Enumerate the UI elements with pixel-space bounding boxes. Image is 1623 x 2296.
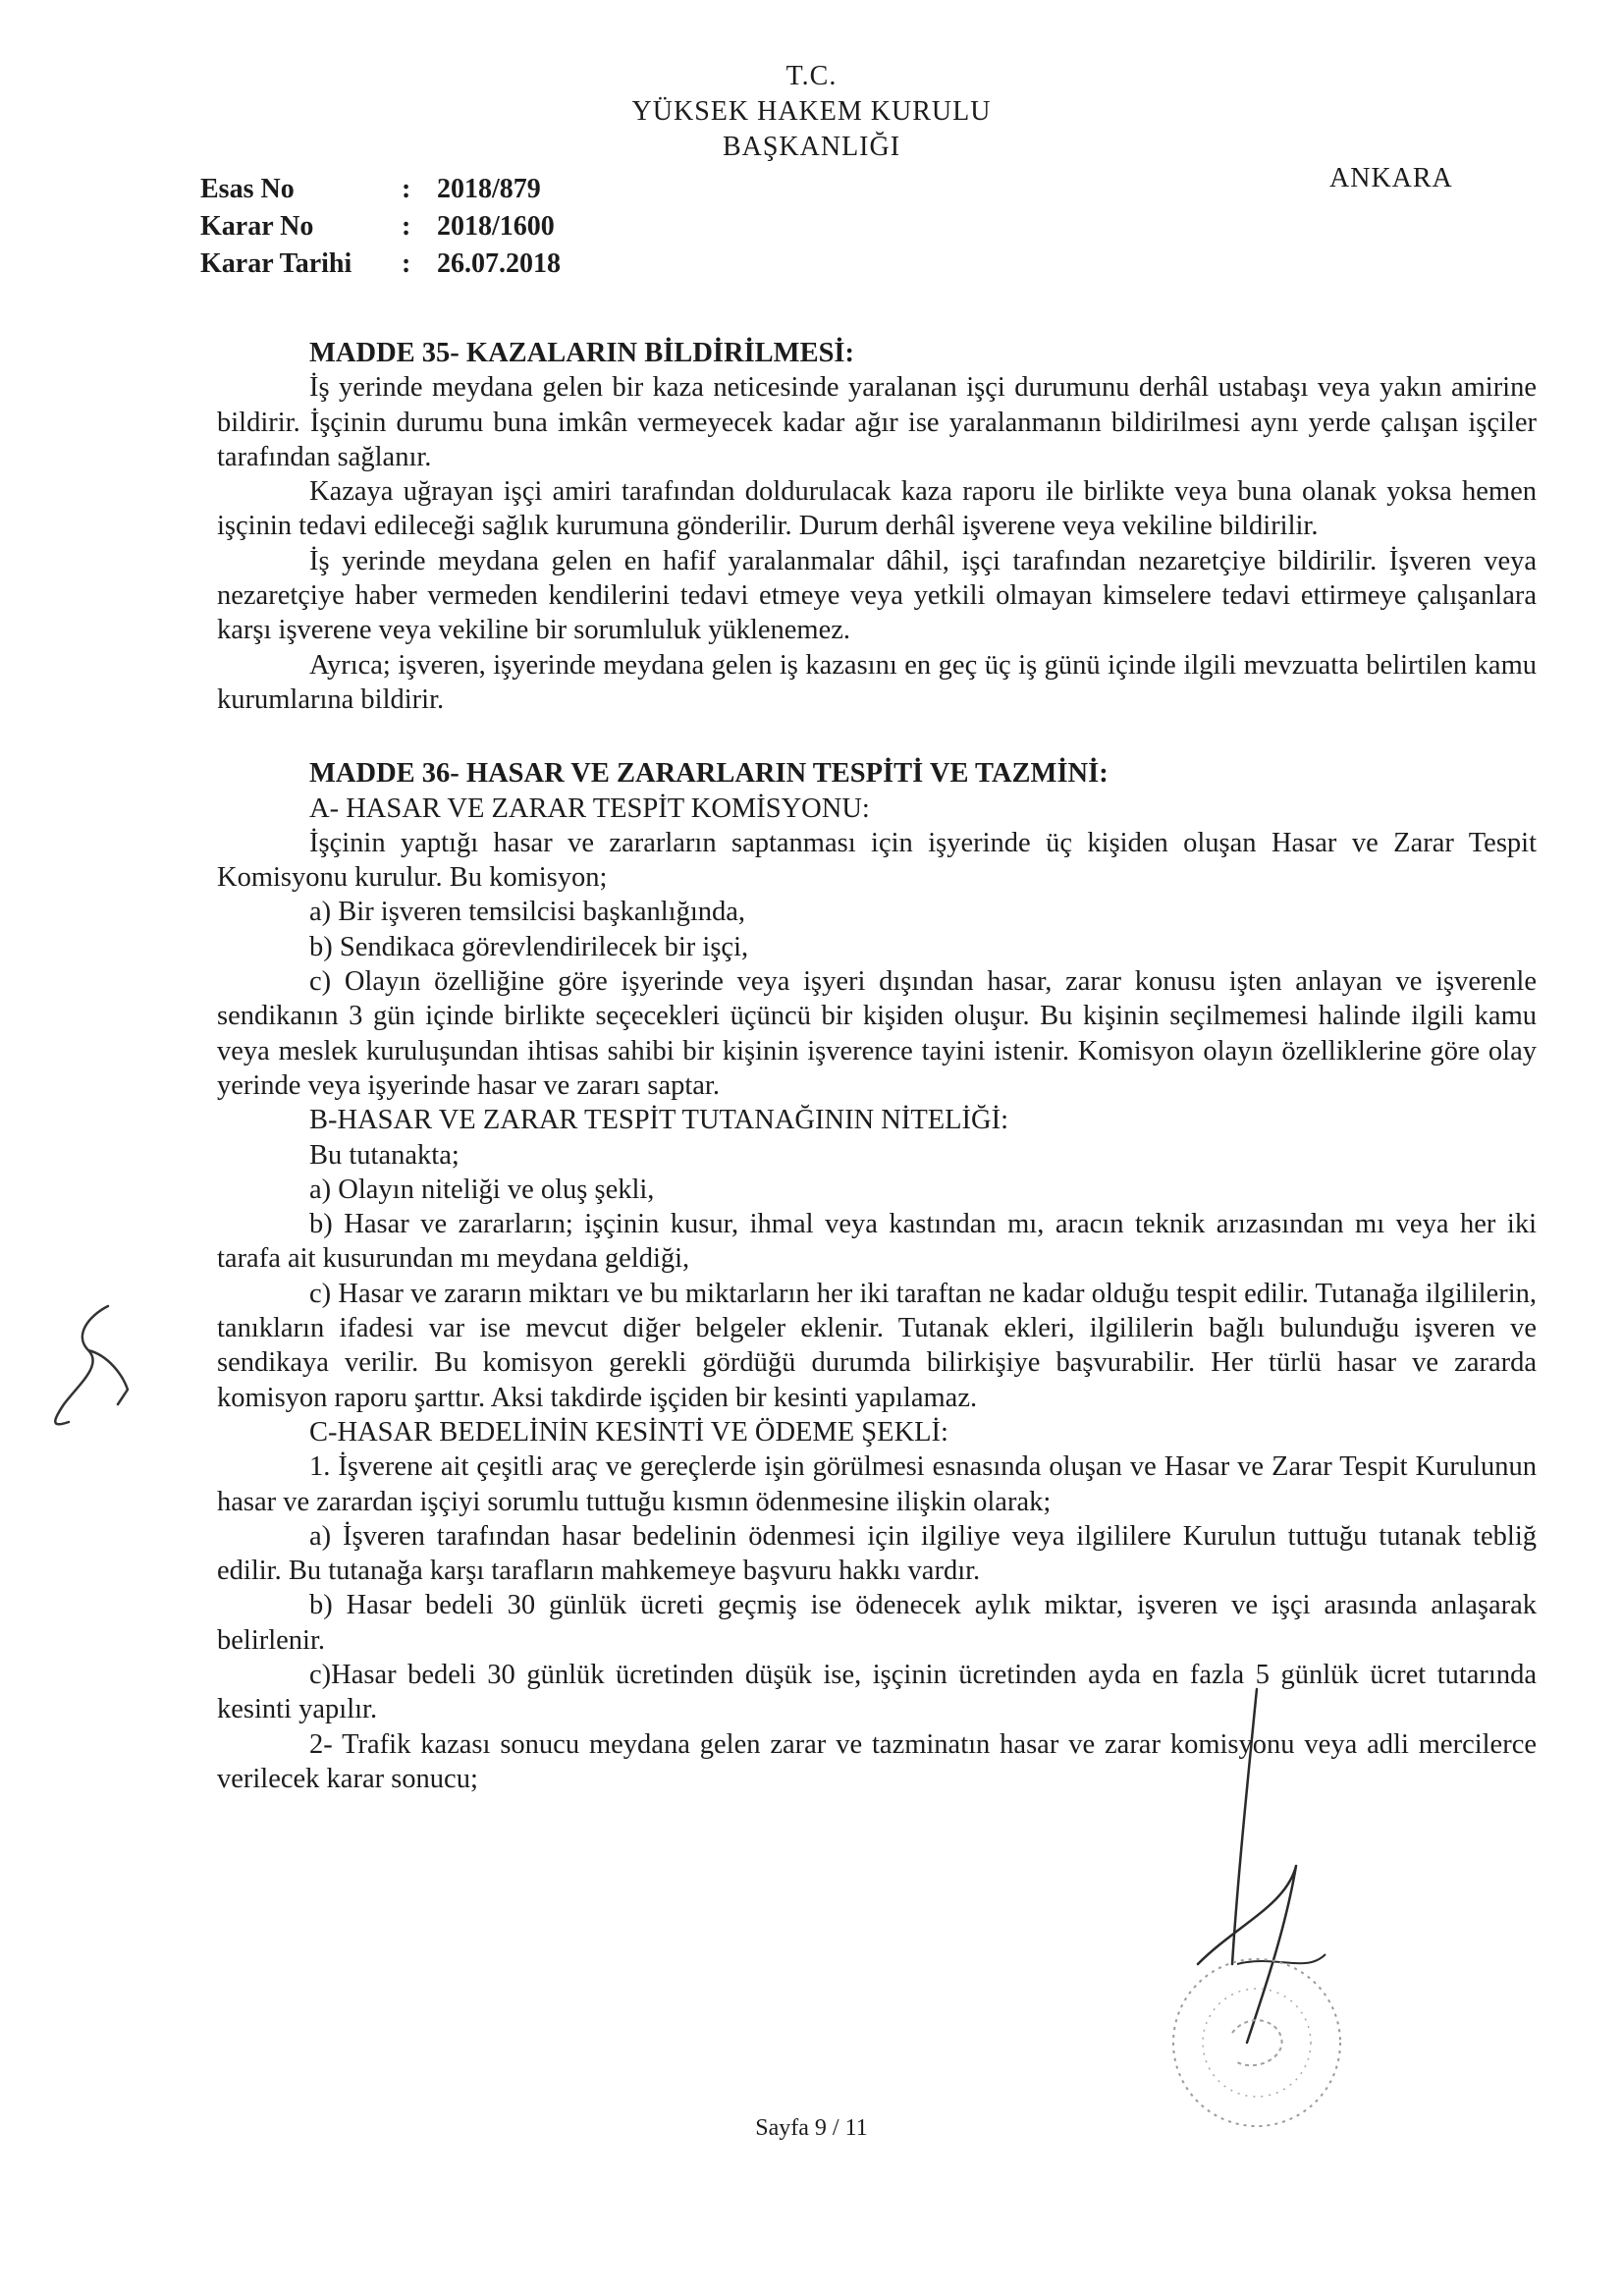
karar-value: 2018/1600 [437,211,555,242]
list-item: b) Sendikaca görevlendirilecek bir işçi, [309,931,749,962]
list-item: 1. İşverene ait çeşitli araç ve gereçlerde işin görülmesi esnasında oluşan ve Hasar ve Zarar Tespit Kurulunun hasar ve zarardan işçiyi sorumlu tuttuğu kısmın ödenmesine ilişkin olarak; [217,1451,1537,1517]
list-item: a) İşveren tarafından hasar bedelinin ödenmesi için ilgiliye veya ilgililere Kurulun tuttuğu tutanak tebliğ edilir. Bu tutanağa karşı tarafların mahkemeye başvuru hakkı vardır. [217,1520,1537,1587]
tarih-row [200,246,561,283]
page-number: Sayfa 9 / 11 [755,2115,868,2141]
paragraph: İş yerinde meydana gelen bir kaza neticesinde yaralanan işçi durumunu derhâl ustabaşı veya yakın amirine bildirir. İşçinin durumu buna imkân vermeyecek kadar ağır ise yaralanmanın bildirilmesi aynı yerde çalışan işçiler tarafından sağlanır. [217,372,1537,472]
paragraph: Bu tutanakta; [309,1139,460,1171]
separator: : [402,174,411,204]
handwritten-initial [39,1296,147,1434]
esas-row [200,171,561,208]
paragraph: İşçinin yaptığı hasar ve zararların saptanması için işyerinde üç kişiden oluşan Hasar ve Zarar Tespit Komisyonu kurulur. Bu komisyon; [217,827,1537,894]
section-a-title: A- HASAR VE ZARAR TESPİT KOMİSYONU: [309,793,870,824]
list-item: c)Hasar bedeli 30 günlük ücretinden düşük ise, işçinin ücretinden ayda en fazla 5 günlük ücret tutarında kesinti yapılır. [217,1659,1537,1725]
section-b-title: B-HASAR VE ZARAR TESPİT TUTANAĞININ NİTELİĞİ: [309,1105,1009,1136]
city-label: ANKARA [1329,163,1453,193]
karar-label: Karar No [200,211,314,242]
document-body [217,336,1537,1796]
header-office: BAŞKANLIĞI [722,132,901,162]
section-c-title: C-HASAR BEDELİNİN KESİNTİ VE ÖDEME ŞEKLİ: [309,1416,948,1448]
document-header [0,59,1623,165]
karar-row [200,208,561,246]
header-tc: T.C. [785,61,838,91]
esas-value: 2018/879 [437,174,541,204]
paragraph: İş yerinde meydana gelen en hafif yaralanmalar dâhil, işçi tarafından nezaretçiye bildirilir. İşveren veya nezaretçiye haber vermeden kendilerini tedavi etmeye veya yetkili olmayan kimselere tedavi ettirmeye çalışanlara karşı işverene veya vekiline bir sorumluluk yüklenemez. [217,545,1537,646]
separator: : [402,211,411,242]
list-item: b) Hasar bedeli 30 günlük ücreti geçmiş ise ödenecek aylık miktar, işveren ve işçi arasında anlaşarak belirlenir. [217,1590,1537,1656]
list-item: c) Olayın özelliğine göre işyerinde veya işyeri dışından hasar, zarar konusu işten anlayan ve işverenle sendikanın 3 gün içinde birlikte seçecekleri üçüncü bir kişiden oluşur. Bu kişinin seçilmemesi halinde ilgili kamu veya meslek kuruluşundan ihtisas sahibi bir kişinin işverence tayini istenir. Komisyon olayın özelliklerine göre olay yerinde veya işyerinde hasar ve zararı saptar. [217,966,1537,1101]
list-item: a) Olayın niteliği ve oluş şekli, [309,1174,655,1205]
list-item: b) Hasar ve zararların; işçinin kusur, ihmal veya kastından mı, aracın teknik arızasından mı veya her iki tarafa ait kusurundan mı meydana geldiği, [217,1209,1537,1275]
esas-label: Esas No [200,174,295,204]
list-item: 2- Trafik kazası sonucu meydana gelen zarar ve tazminatın hasar ve zarar komisyonu veya adli mercilerce verilecek karar sonucu; [217,1728,1537,1794]
case-info [200,171,561,283]
article-36-heading: MADDE 36- HASAR VE ZARARLARIN TESPİTİ VE TAZMİNİ: [309,758,1109,790]
header-institution: YÜKSEK HAKEM KURULU [631,96,992,127]
article-35-heading: MADDE 35- KAZALARIN BİLDİRİLMESİ: [309,338,855,368]
list-item: a) Bir işveren temsilcisi başkanlığında, [309,897,746,928]
paragraph: Kazaya uğrayan işçi amiri tarafından doldurulacak kaza raporu ile birlikte veya buna olanak yoksa hemen işçinin tedavi edileceği sağlık kurumuna gönderilir. Durum derhâl işverene veya vekiline bildirilir. [217,476,1537,542]
separator: : [402,248,411,279]
list-item: c) Hasar ve zararın miktarı ve bu miktarların her iki taraftan ne kadar olduğu tespit edilir. Tutanağa ilgililerin, tanıkların ifadesi var ise mevcut diğer belgeler eklenir. Tutanak ekleri, ilgililerin bağlı bulunduğu işveren ve sendikaya verilir. Bu komisyon gerekli gördüğü durumda bilirkişiye başvurabilir. Her türlü hasar ve zararda komisyon raporu şarttır. Aksi takdirde işçiden bir kesinti yapılamaz. [217,1278,1537,1413]
paragraph: Ayrıca; işveren, işyerinde meydana gelen iş kazasını en geç üç iş günü içinde ilgili mevzuatta belirtilen kamu kurumlarına bildirir. [217,649,1537,715]
tarih-value: 26.07.2018 [437,248,561,279]
tarih-label: Karar Tarihi [200,248,352,279]
